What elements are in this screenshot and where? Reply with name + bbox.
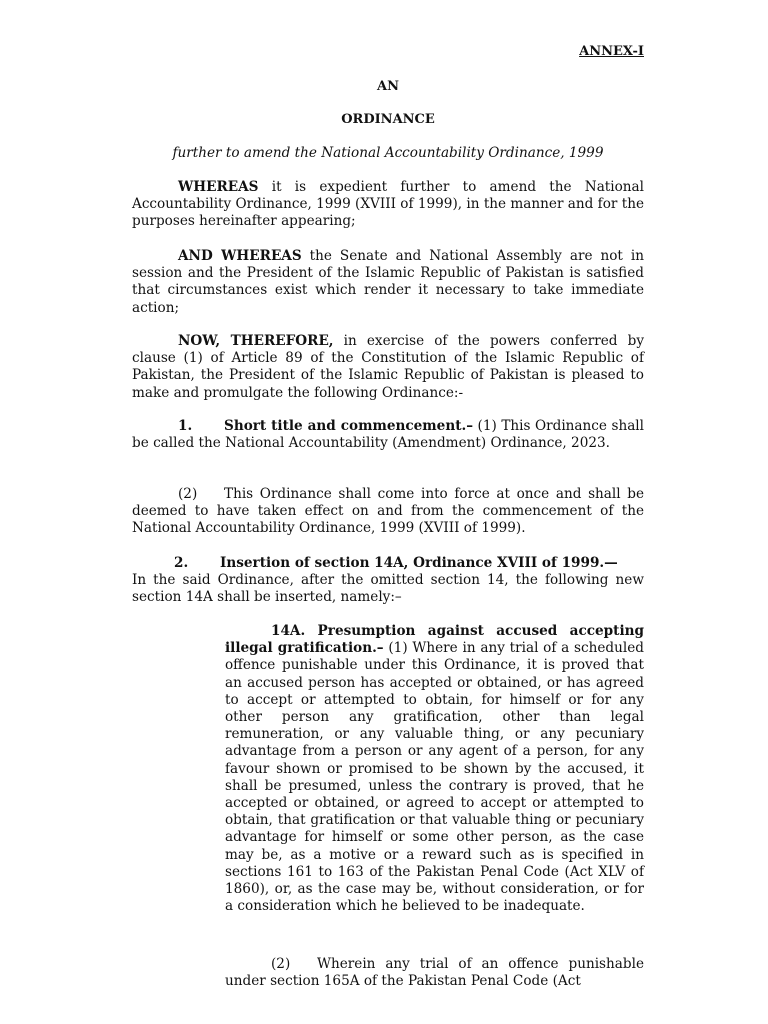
section-14a-sub2-text: Wherein any trial of an offence punishable under section 165A of the Pakistan Penal Code (Act: [225, 956, 644, 990]
section-1-sub2-text: This Ordinance shall come into force at once and shall be deemed to have taken effect on and from the commencement of the National Accountability Ordinance, 1999 (XVIII of 1999).: [132, 486, 644, 537]
now-therefore-lead: NOW, THEREFORE,: [178, 333, 334, 349]
now-therefore-paragraph: [132, 333, 644, 402]
whereas-text: it is expedient further to amend the National Accountability Ordinance, 1999 (XVIII of 1999), in the manner and for the purposes hereinafter appearing;: [132, 179, 644, 230]
ordinance-subtitle: further to amend the National Accountability Ordinance, 1999: [172, 145, 604, 161]
section-1-sub2-paragraph: [132, 486, 644, 538]
section-14a-sub2-number: (2): [271, 956, 291, 972]
section-2-heading: [132, 555, 644, 572]
now-therefore-text: in exercise of the powers conferred by clause (1) of Article 89 of the Constitution of the Islamic Republic of Pakistan, the President of the Islamic Republic of Pakistan is pleased to make and promulgate the following Ordinance:-: [132, 333, 644, 401]
section-2-text: In the said Ordinance, after the omitted section 14, the following new section 14A shall be inserted, namely:–: [132, 572, 644, 606]
whereas-lead: WHEREAS: [178, 179, 259, 195]
section-1-text: (1) This Ordinance shall be called the National Accountability (Amendment) Ordinance, 2023.: [132, 418, 644, 452]
whereas-paragraph: [132, 179, 644, 231]
section-2-title: Insertion of section 14A, Ordinance XVIII of 1999.—: [220, 555, 618, 571]
and-whereas-lead: AND WHEREAS: [178, 248, 302, 264]
section-14a-text: (1) Where in any trial of a scheduled offence punishable under this Ordinance, it is proved that an accused person has accepted or obtained, or has agreed to accept or attempted to obtain, for himself or for any other person any gratification, other than legal remuneration, or any valuable thing, or any pecuniary advantage from a person or any agent of a person, for any favour shown or promised to be shown by the accused, it shall be presumed, unless the contrary is proved, that he accepted or obtained, or agreed to accept or attempted to obtain, that gratification or that valuable thing or pecuniary advantage for himself or some other person, as the case may be, as a motive or a reward such as is specified in sections 161 to 163 of the Pakistan Penal Code (Act XLV of 1860), or, as the case may be, without consideration, or for a consideration which he believed to be inadequate.: [225, 640, 644, 915]
section-1-paragraph: [132, 418, 644, 452]
section-1-title: Short title and commencement.–: [224, 418, 474, 434]
section-2-number: 2.: [174, 555, 189, 571]
heading-an: AN: [377, 79, 399, 94]
heading-ordinance: ORDINANCE: [341, 112, 435, 127]
section-14a-sub2-paragraph: [225, 956, 644, 990]
section-14a-title: 14A. Presumption against accused accepting illegal gratification.–: [225, 623, 644, 657]
section-1-number: 1.: [178, 418, 193, 434]
annex-label: ANNEX-I: [579, 44, 644, 59]
and-whereas-paragraph: [132, 248, 644, 317]
section-1-sub2-number: (2): [178, 486, 198, 502]
and-whereas-text: the Senate and National Assembly are not in session and the President of the Islamic Republic of Pakistan is satisfied that circumstances exist which render it necessary to take immediate action;: [132, 248, 644, 316]
section-14a-paragraph: [225, 623, 644, 915]
